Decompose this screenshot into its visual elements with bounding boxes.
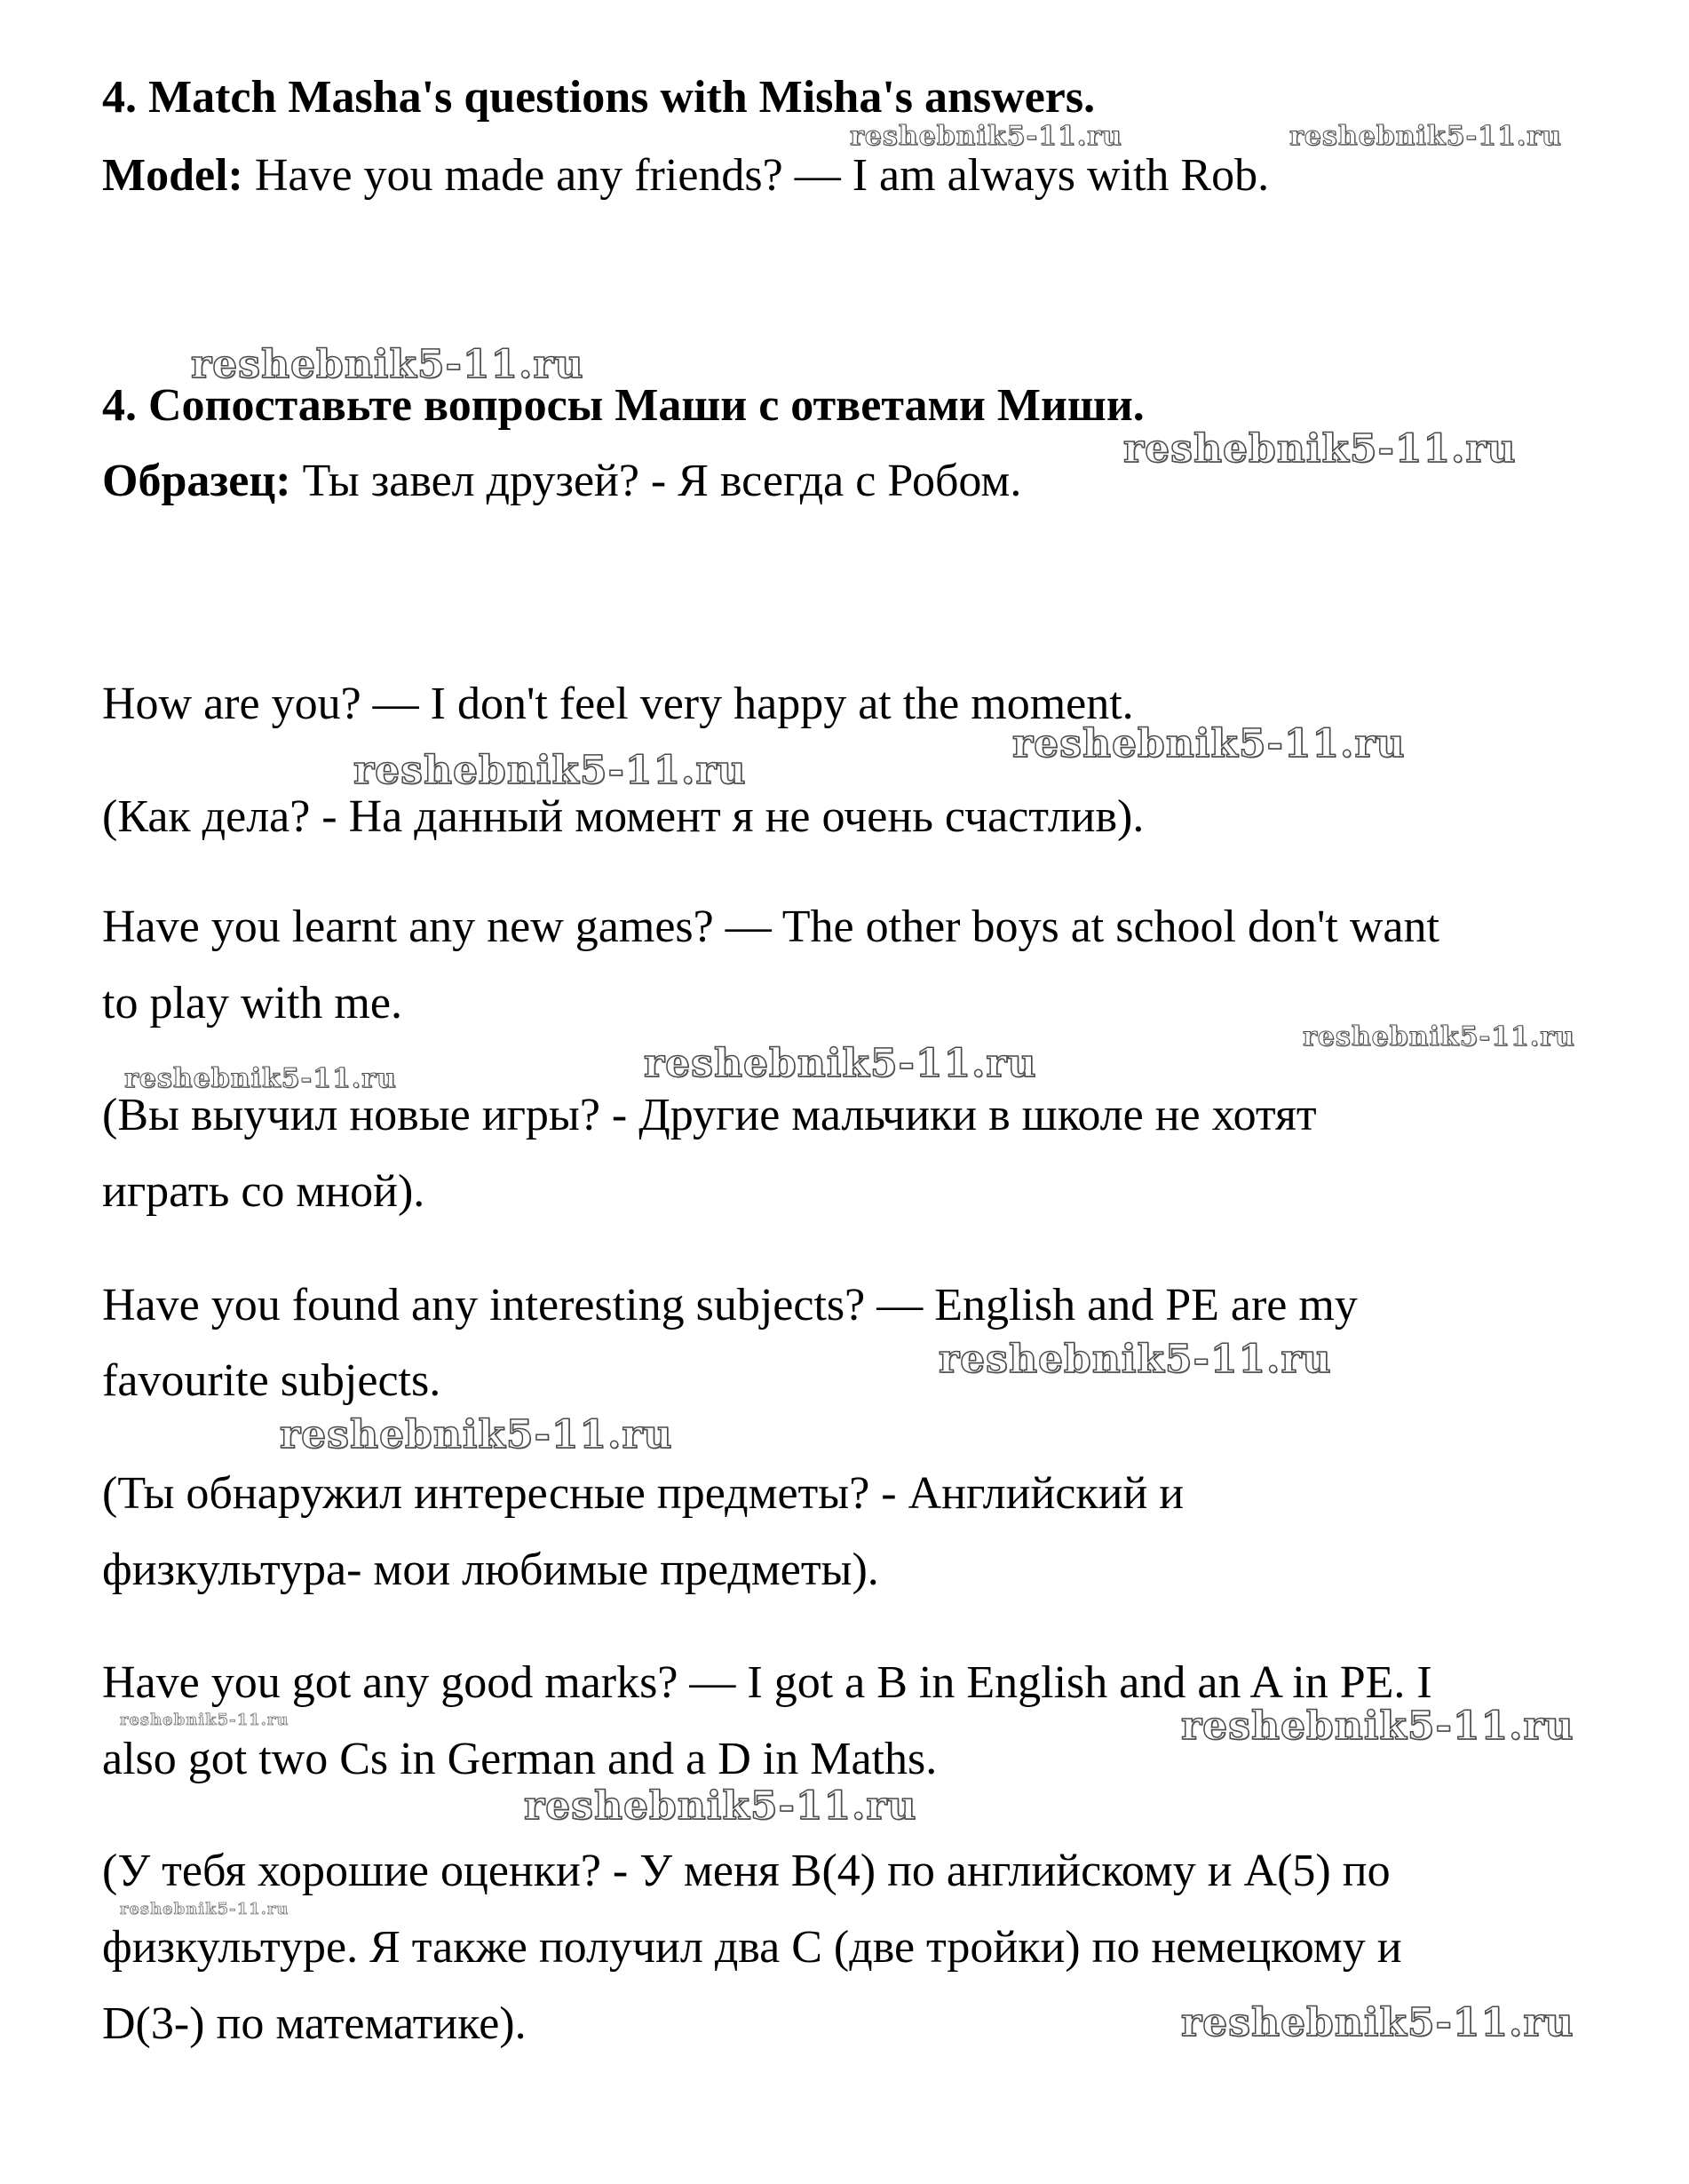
- answer-2-ru-line-1: (Вы выучил новые игры? - Другие мальчики в школе не хотят: [102, 1090, 1317, 1140]
- answer-4-ru-line-1: (У тебя хорошие оценки? - У меня B(4) по английскому и A(5) по: [102, 1846, 1391, 1896]
- model-line-en: [102, 149, 1269, 203]
- watermark: reshebnik5-11.ru: [1289, 121, 1562, 152]
- watermark: reshebnik5-11.ru: [524, 1783, 917, 1829]
- watermark: reshebnik5-11.ru: [850, 121, 1122, 152]
- answer-4-ru-line-2: физкультуре. Я также получил два C (две тройки) по немецкому и: [102, 1922, 1402, 1973]
- watermark: reshebnik5-11.ru: [353, 748, 747, 793]
- watermark: reshebnik5-11.ru: [120, 1711, 289, 1729]
- watermark: reshebnik5-11.ru: [120, 1900, 289, 1918]
- model-label-en: Model:: [102, 150, 243, 201]
- answer-3-en-line-2: favourite subjects.: [102, 1355, 441, 1406]
- answer-3-ru-line-2: физкультура- мои любимые предметы).: [102, 1545, 879, 1595]
- answer-2-en-line-1: Have you learnt any new games? — The other boys at school don't want: [102, 901, 1439, 952]
- watermark: reshebnik5-11.ru: [280, 1412, 673, 1457]
- model-label-ru: Образец:: [102, 456, 291, 506]
- model-text-ru: Ты завел друзей? - Я всегда с Робом.: [290, 456, 1022, 506]
- answer-1-en-line-1: How are you? — I don't feel very happy at the moment.: [102, 679, 1134, 729]
- answer-2-ru-line-2: играть со мной).: [102, 1166, 425, 1217]
- answer-4-en-line-2: also got two Cs in German and a D in Maths.: [102, 1734, 938, 1784]
- task-title-ru: 4. Сопоставьте вопросы Маши с ответами Миши.: [102, 380, 1145, 431]
- answer-3-ru-line-1: (Ты обнаружил интересные предметы? - Английский и: [102, 1468, 1185, 1519]
- answer-4-en-line-1: Have you got any good marks? — I got a B in English and an A in PE. I: [102, 1657, 1432, 1708]
- answer-3-en-line-1: Have you found any interesting subjects? — English and PE are my: [102, 1280, 1358, 1330]
- watermark: reshebnik5-11.ru: [1123, 426, 1517, 472]
- model-line-ru: [102, 455, 1021, 508]
- answer-1-ru-line-1: (Как дела? - На данный момент я не очень счастлив).: [102, 791, 1145, 842]
- watermark: reshebnik5-11.ru: [939, 1337, 1332, 1382]
- task-title-en: 4. Match Masha's questions with Misha's answers.: [102, 72, 1096, 123]
- answer-4-ru-line-3: D(3-) по математике).: [102, 1998, 527, 2049]
- watermark: reshebnik5-11.ru: [1303, 1021, 1575, 1052]
- watermark: reshebnik5-11.ru: [1181, 2000, 1574, 2045]
- watermark: reshebnik5-11.ru: [124, 1063, 397, 1094]
- watermark: reshebnik5-11.ru: [644, 1041, 1037, 1086]
- model-text-en: Have you made any friends? — I am always with Rob.: [242, 150, 1270, 201]
- watermark: reshebnik5-11.ru: [1181, 1704, 1574, 1749]
- watermark: reshebnik5-11.ru: [191, 342, 584, 387]
- answer-2-en-line-2: to play with me.: [102, 978, 402, 1028]
- watermark: reshebnik5-11.ru: [1012, 721, 1406, 766]
